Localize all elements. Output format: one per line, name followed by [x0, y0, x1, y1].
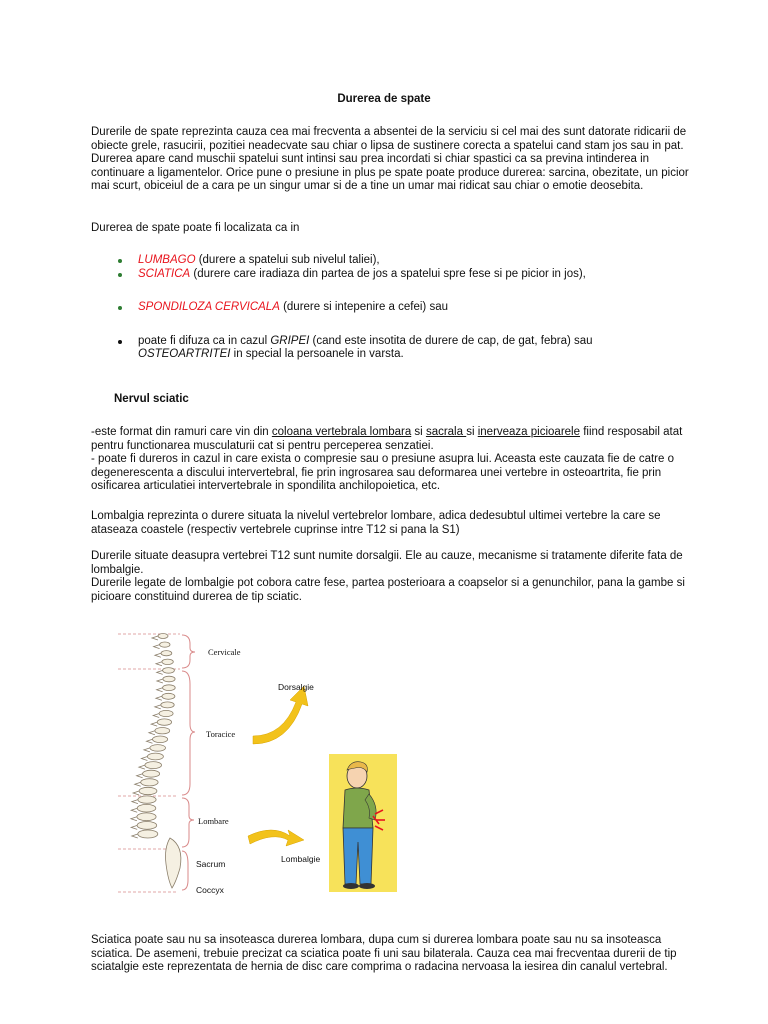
underlined-term: sacrala	[425, 426, 467, 438]
vertebra	[150, 745, 166, 752]
vertebra	[161, 651, 172, 656]
vertebra	[159, 710, 173, 716]
lombalgie-arrow-icon	[248, 830, 304, 846]
label-lombare: Lombare	[198, 816, 229, 826]
section-heading: Nervul sciatic	[114, 393, 189, 405]
text-span: -este format din ramuri care vin din	[91, 426, 272, 438]
vertebra	[137, 822, 157, 830]
vertebra	[155, 728, 170, 734]
term-osteoartrita: OSTEOARTRITEI	[138, 348, 231, 361]
vertebra-process	[155, 705, 161, 709]
term-description: (durere si intepenire a cefei) sau	[279, 301, 448, 314]
bullet-icon	[118, 340, 122, 344]
text-span: in special la persoanele in varsta.	[230, 348, 404, 361]
vertebra	[153, 736, 168, 743]
vertebra-process	[133, 791, 139, 795]
vertebra	[138, 796, 156, 803]
sacrum-shape	[166, 838, 181, 888]
term-sciatica: SCIATICA	[138, 267, 191, 280]
vertebra-process	[152, 636, 158, 640]
term-gripe: GRIPEI	[270, 334, 310, 347]
dorsalgii-paragraph	[91, 550, 699, 604]
vertebra	[158, 634, 168, 639]
vertebra	[161, 702, 174, 708]
vertebra	[163, 676, 175, 682]
vertebra	[137, 804, 156, 812]
vertebra-process	[132, 800, 138, 804]
vertebra	[147, 753, 163, 760]
brace-lines	[182, 635, 195, 890]
vertebra	[157, 719, 171, 725]
term-lumbago: LUMBAGO	[138, 254, 196, 266]
list-item	[91, 254, 699, 268]
text-span: - poate fi dureros in cazul in care exista o compresie sau o presiune asupra lui. Aceasta este cauzata fie de catre o degenerescenta a discului intervertebral, fie prin ingrosarea sau deformarea unei vertebre in osteoartrita, fie prin osificarea articulatiei intervertebrale in spondilita anchilopoietica, etc.	[91, 453, 674, 493]
pain-types-list	[91, 254, 699, 362]
spine-illustration	[131, 634, 181, 889]
vertebra	[163, 668, 175, 674]
text-span: fiind resposabil atat pentru functionarea musculaturii cat si pentru perceperea senzatiei.	[91, 426, 683, 452]
vertebra-process	[155, 653, 161, 657]
label-sacrum: Sacrum	[196, 859, 226, 869]
term-description: (durere a spatelui sub nivelul taliei),	[195, 254, 380, 266]
text-span: (cand este insotita de durere de cap, de gat, febra) sau	[309, 334, 593, 347]
vertebra	[141, 779, 158, 786]
vertebra-process	[154, 645, 160, 649]
vertebra-process	[151, 722, 157, 726]
lombalgia-paragraph: Lombalgia reprezinta o durere situata la nivelul vertebrelor lombare, adica dedesubtul ultimei vertebre la care se ataseaza coastele (respectiv vertebrele cuprinse intre T12 si pana la S1)	[91, 510, 661, 536]
vertebra	[138, 830, 158, 838]
vertebra-process	[149, 731, 155, 735]
label-cervicale: Cervicale	[208, 647, 241, 657]
vertebra	[143, 770, 160, 777]
label-dorsalgie: Dorsalgie	[278, 682, 314, 692]
sciatic-paragraph	[91, 426, 699, 494]
vertebra-process	[132, 834, 138, 838]
vertebra	[162, 659, 173, 664]
vertebra-process	[135, 782, 141, 786]
vertebra-process	[131, 825, 137, 829]
vertebra-process	[139, 765, 145, 769]
vertebra-process	[157, 679, 163, 683]
vertebra-process	[157, 688, 163, 692]
text-span: Durerile situate deasupra vertebrei T12 sunt numite dorsalgii. Ele au cauze, mecanisme si tratamente diferite fata de lombalgie.	[91, 550, 683, 576]
text-span: poate fi difuza ca in cazul	[138, 334, 271, 347]
label-lombalgie: Lombalgie	[281, 854, 321, 864]
vertebra-process	[141, 757, 147, 761]
list-item	[91, 268, 699, 282]
bullet-icon	[118, 259, 122, 263]
vertebra-process	[144, 748, 150, 752]
vertebra	[162, 693, 175, 699]
closing-paragraph: Sciatica poate sau nu sa insoteasca durerea lombara, dupa cum si durerea lombara poate sau nu sa insoteasca sciatica. De asemeni, trebuie precizat ca sciatica poate fi uni sau bilaterala. Cauza cea mai frecventaa durerii de tip sciatalgie este reprezentata de hernia de disc care comprima o radacina nervoasa la iesirea din canalul vertebral.	[91, 934, 677, 974]
vertebra-process	[131, 808, 137, 812]
dorsalgie-arrow-icon	[253, 686, 308, 744]
vertebra	[163, 685, 176, 691]
vertebra-process	[153, 714, 159, 718]
vertebra-process	[156, 696, 162, 700]
underlined-term: inerveaza picioarele	[477, 426, 581, 438]
vertebra-process	[147, 739, 153, 743]
text-span: si	[411, 426, 426, 438]
bullet-icon	[118, 306, 122, 310]
list-item	[91, 335, 699, 362]
text-span: Durerile legate de lombalgie pot cobora catre fese, partea posterioara a coapselor si a genunchilor, pana la gambe si picioare constituind durerea de tip sciatic.	[91, 577, 685, 603]
vertebra	[137, 813, 156, 821]
vertebra	[145, 762, 162, 769]
localized-intro: Durerea de spate poate fi localizata ca in	[91, 222, 300, 234]
intro-paragraph: Durerile de spate reprezinta cauza cea mai frecventa a absentei de la serviciu si cel mai des sunt datorate ridicarii de obiecte grele, rasucirii, pozitiei neadecvate sau chiar o lipsa de sustinere corecta a spatelui cand stam jos sau in pat. Durerea apare cand muschii spatelui sunt intinsi sau prea incordati si chiar spastici ca sa previna intinderea in continuare a ligamentelor. Orice pune o presiune in plus pe spate poate produce durerea: sarcina, obezitate, un picior mai scurt, obiceiul de a cara pe un singur umar si de a tine un umar mai ridicat sau chiar o emotie deosebita.	[91, 126, 689, 193]
back-pain-person-illustration	[329, 754, 397, 892]
label-toracice: Toracice	[206, 729, 236, 739]
vertebra	[160, 642, 170, 647]
label-coccyx: Coccyx	[196, 885, 224, 895]
term-spondiloza: SPONDILOZA CERVICALA	[138, 301, 280, 314]
vertebra-process	[156, 662, 162, 666]
bullet-icon	[118, 273, 122, 277]
vertebra-process	[131, 817, 137, 821]
page-title: Durerea de spate	[337, 93, 431, 105]
term-description: (durere care iradiaza din partea de jos a spatelui spre fese si pe picior in jos),	[190, 267, 586, 280]
text-span: si	[466, 426, 478, 438]
underlined-term: coloana vertebrala lombara	[271, 426, 412, 438]
list-item	[91, 301, 699, 315]
vertebra-process	[157, 670, 163, 674]
vertebra-process	[137, 774, 143, 778]
vertebra	[139, 787, 157, 794]
